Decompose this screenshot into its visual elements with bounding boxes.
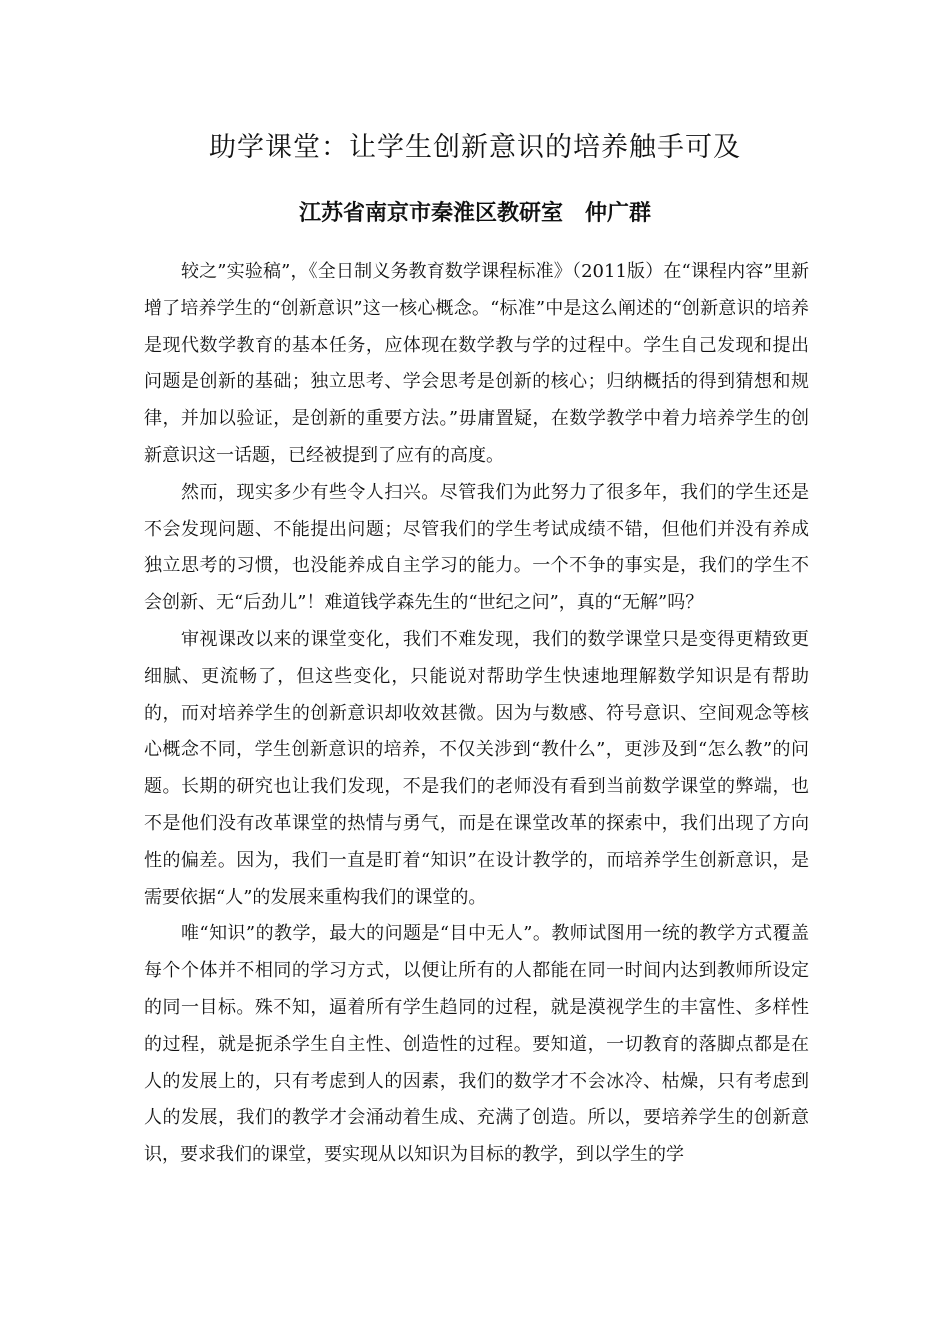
document-body [144,254,809,1174]
author-byline: 江苏省南京市秦淮区教研室 仲广群 [298,200,651,226]
body-paragraph: 唯“知识”的教学，最大的问题是“目中无人”。教师试图用一统的教学方式覆盖每个个体并不相同的学习方式，以便让所有的人都能在同一时间内达到教师所设定的同一目标。殊不知，逼着所有学生趋同的过程，就是漠视学生的丰富性、多样性的过程，就是扼杀学生自主性、创造性的过程。要知道，一切教育的落脚点都是在人的发展上的，只有考虑到人的因素，我们的数学才不会冰冷、枯燥，只有考虑到人的发展，我们的教学才会涌动着生成、充满了创造。所以，要培养学生的创新意识，要求我们的课堂，要实现从以知识为目标的教学，到以学生的学 [144,923,809,1166]
body-paragraph: 然而，现实多少有些令人扫兴。尽管我们为此努力了很多年，我们的学生还是不会发现问题、不能提出问题；尽管我们的学生考试成绩不错，但他们并没有养成独立思考的习惯，也没能养成自主学习的能力。一个不争的事实是，我们的学生不会创新、无“后劲儿”！难道钱学森先生的“世纪之问”，真的“无解”吗？ [144,481,809,614]
body-paragraph: 较之”实验稿”，《全日制义务教育数学课程标准》（2011版）在“课程内容”里新增了培养学生的“创新意识”这一核心概念。“标准”中是这么阐述的“创新意识的培养是现代数学教育的基本任务，应体现在数学教与学的过程中。学生自己发现和提出问题是创新的基础；独立思考、学会思考是创新的核心；归纳概括的得到猜想和规律，并加以验证，是创新的重要方法。”毋庸置疑，在数学教学中着力培养学生的创新意识这一话题，已经被提到了应有的高度。 [144,261,809,466]
document-title: 助学课堂：让学生创新意识的培养触手可及 [209,132,741,163]
body-paragraph: 审视课改以来的课堂变化，我们不难发现，我们的数学课堂只是变得更精致更细腻、更流畅了，但这些变化，只能说对帮助学生快速地理解数学知识是有帮助的，而对培养学生的创新意识却收效甚微。因为与数感、符号意识、空间观念等核心概念不同，学生创新意识的培养，不仅关涉到“教什么”，更涉及到“怎么教”的问题。长期的研究也让我们发现，不是我们的老师没有看到当前数学课堂的弊端，也不是他们没有改革课堂的热情与勇气，而是在课堂改革的探索中，我们出现了方向性的偏差。因为，我们一直是盯着“知识”在设计教学的，而培养学生创新意识，是需要依据“人”的发展来重构我们的课堂的。 [144,628,809,908]
